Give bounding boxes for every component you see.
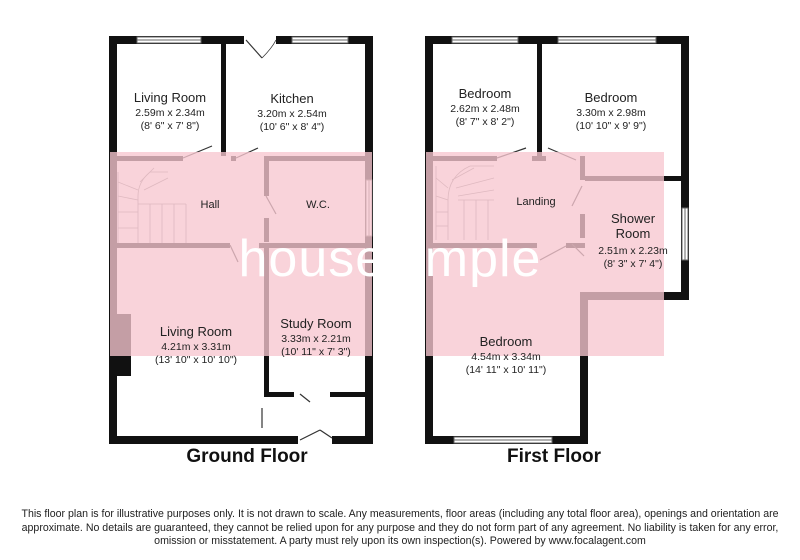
room-name: W.C. (306, 199, 330, 211)
room-dimensions: 3.20m x 2.54m (257, 108, 327, 120)
room-dimensions-imperial: (13' 10" x 10' 10") (154, 354, 238, 366)
room-name: Kitchen (270, 91, 314, 106)
room-name: Bedroom (479, 334, 533, 349)
room-dimensions-imperial: (10' 6" x 8' 4") (259, 121, 325, 133)
room-dimensions-imperial: (8' 7" x 8' 2") (455, 116, 515, 128)
room-name: Living Room (159, 324, 233, 339)
room-dimensions: 2.59m x 2.34m (135, 107, 205, 119)
room-dimensions-imperial: (10' 11" x 7' 3") (281, 346, 351, 358)
room-dimensions-imperial: (8' 6" x 7' 8") (140, 120, 200, 132)
room-name: Living Room (133, 90, 207, 105)
room-name: Bedroom (584, 90, 638, 105)
room-dimensions-imperial: (8' 3" x 7' 4") (603, 258, 663, 270)
room-dimensions: 2.62m x 2.48m (450, 103, 520, 115)
room-name-line2: Room (615, 226, 651, 241)
room-name: Landing (516, 196, 556, 208)
room-name: Hall (200, 199, 220, 211)
room-dimensions: 4.54m x 3.34m (471, 351, 541, 363)
ground-floor-label: Ground Floor (186, 446, 308, 467)
disclaimer-line: This floor plan is for illustrative purposes only. It is not drawn to scale. Any measurements, floor areas (including any total floor area), openings and orientation are (21, 508, 779, 520)
disclaimer (10, 508, 790, 549)
room-name: Study Room (280, 316, 352, 331)
room-name: Bedroom (458, 86, 512, 101)
watermark-text: housesimple (238, 230, 542, 288)
room-name: Shower (610, 211, 656, 226)
disclaimer-line: approximate. No details are guaranteed, they cannot be relied upon for any purpose and they do not form part of any agreement. No liability is taken for any error, (21, 521, 779, 534)
room-dimensions: 2.51m x 2.23m (598, 245, 668, 257)
room-dimensions: 3.30m x 2.98m (576, 107, 646, 119)
room-dimensions: 3.33m x 2.21m (281, 333, 351, 345)
room-dimensions: 4.21m x 3.31m (161, 341, 231, 353)
room-dimensions-imperial: (10' 10" x 9' 9") (575, 120, 647, 132)
disclaimer-line: omission or misstatement. A party must rely upon its own inspection(s). Powered by www.focalagent.com (154, 535, 646, 547)
room-dimensions-imperial: (14' 11" x 10' 11") (465, 364, 547, 376)
first-floor-label: First Floor (507, 446, 601, 467)
